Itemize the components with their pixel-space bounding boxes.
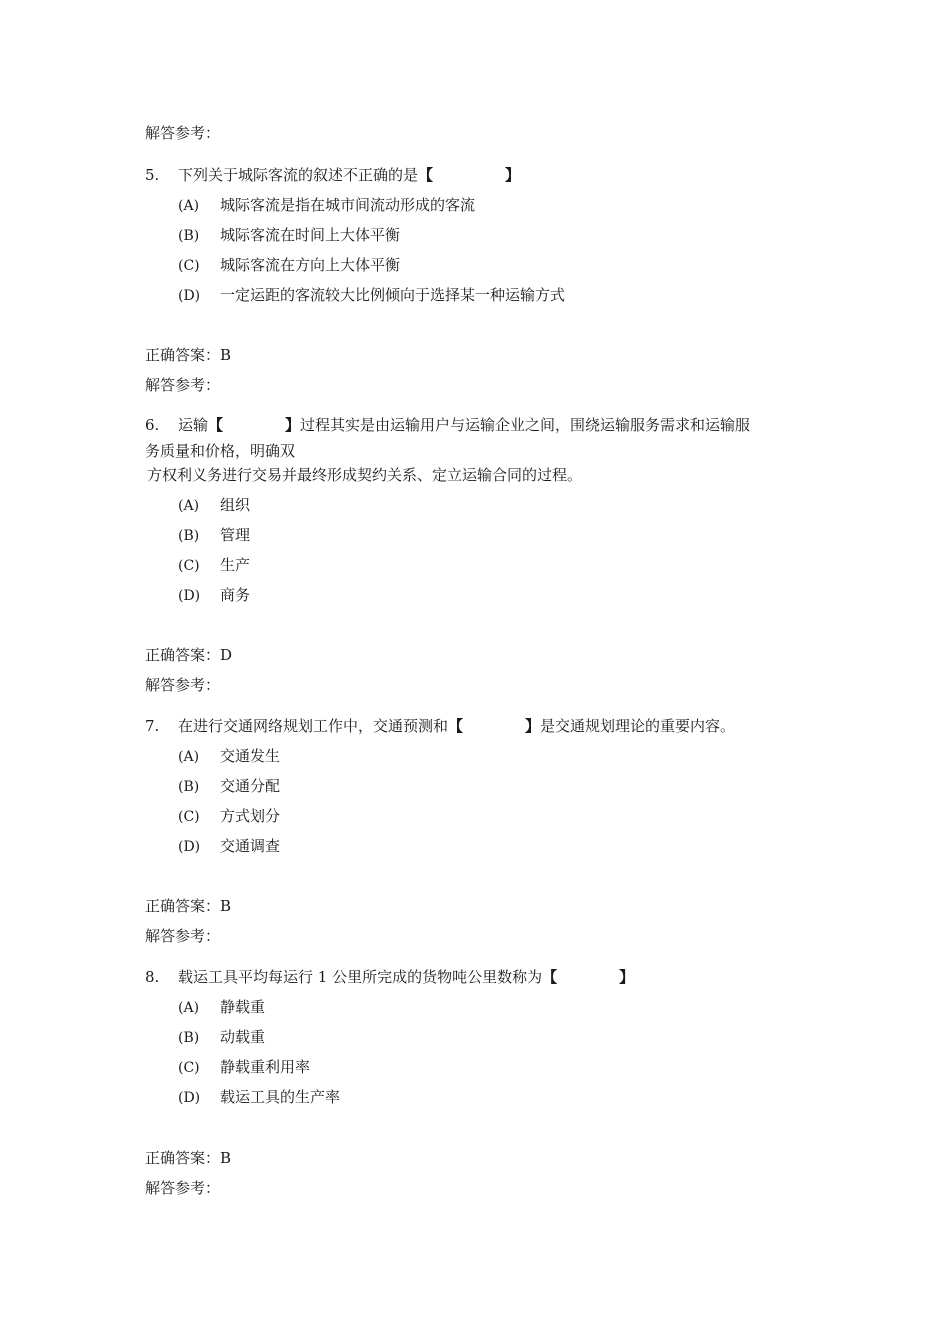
option-d: [178, 585, 250, 606]
option-b: [178, 225, 400, 246]
option-text: 方式划分: [220, 807, 281, 825]
question-text-line-3: 方权利义务进行交易并最终形成契约关系、定立运输合同的过程。: [147, 466, 583, 484]
question-text: 过程其实是由运输用户与运输企业之间，围绕运输服务需求和运输服: [300, 416, 751, 434]
option-text: 交通发生: [220, 747, 281, 765]
correct-answer-label: 正确答案：: [145, 897, 221, 915]
option-text: 静载重: [220, 998, 266, 1016]
option-letter: (B): [178, 1030, 200, 1046]
option-letter: (D): [178, 839, 201, 855]
correct-answer: [145, 645, 232, 665]
option-text: 一定运距的客流较大比例倾向于选择某一种运输方式: [220, 286, 566, 304]
correct-answer-value: D: [220, 646, 233, 664]
option-a: [178, 746, 280, 767]
answer-reference-label: 解答参考：: [145, 124, 221, 142]
question-6: [145, 415, 825, 435]
option-text: 城际客流在时间上大体平衡: [220, 226, 401, 244]
option-d: [178, 1087, 340, 1108]
option-letter: (B): [178, 228, 200, 244]
question-number: 6.: [145, 416, 160, 434]
correct-answer-value: B: [220, 897, 232, 915]
answer-reference-label: 解答参考：: [145, 376, 221, 394]
question-number: 8.: [145, 968, 160, 986]
option-c: [178, 1057, 310, 1078]
question-8: [145, 967, 825, 987]
answer-reference-label: 解答参考：: [145, 1179, 221, 1197]
option-letter: (A): [178, 1000, 200, 1016]
option-text: 生产: [220, 556, 251, 574]
option-text: 静载重利用率: [220, 1058, 311, 1076]
option-text: 城际客流在方向上大体平衡: [220, 256, 401, 274]
option-b: [178, 525, 250, 546]
option-text: 管理: [220, 526, 251, 544]
option-letter: (C): [178, 809, 200, 825]
option-text: 商务: [220, 586, 251, 604]
option-b: [178, 1027, 265, 1048]
correct-answer-label: 正确答案：: [145, 346, 221, 364]
correct-answer-label: 正确答案：: [145, 646, 221, 664]
correct-answer: [145, 896, 231, 916]
option-a: [178, 495, 250, 516]
question-number: 7.: [145, 717, 160, 735]
option-d: [178, 836, 280, 857]
question-text-line-2: 务质量和价格，明确双: [145, 442, 296, 460]
option-letter: (D): [178, 1090, 201, 1106]
option-letter: (D): [178, 288, 201, 304]
option-letter: (C): [178, 1060, 200, 1076]
blank-close: 】: [619, 968, 635, 986]
option-letter: (C): [178, 558, 200, 574]
question-text: 下列关于城际客流的叙述不正确的是: [178, 166, 419, 184]
correct-answer: [145, 345, 231, 365]
blank-open: 【: [208, 416, 224, 434]
option-text: 组织: [220, 496, 251, 514]
option-text: 载运工具的生产率: [220, 1088, 341, 1106]
question-number: 5.: [145, 166, 160, 184]
correct-answer: [145, 1148, 231, 1168]
option-c: [178, 255, 400, 276]
option-letter: (C): [178, 258, 200, 274]
option-text: 交通分配: [220, 777, 281, 795]
option-b: [178, 776, 280, 797]
blank-open: 【: [418, 166, 434, 184]
correct-answer-value: B: [220, 1149, 232, 1167]
blank-open: 【: [542, 968, 558, 986]
answer-reference-label: 解答参考：: [145, 676, 221, 694]
question-7: [145, 716, 825, 736]
blank-close: 】: [525, 717, 541, 735]
blank-open: 【: [448, 717, 464, 735]
option-a: [178, 195, 475, 216]
option-letter: (B): [178, 528, 200, 544]
correct-answer-label: 正确答案：: [145, 1149, 221, 1167]
question-text: 运输: [178, 416, 209, 434]
option-letter: (A): [178, 498, 200, 514]
option-text: 城际客流是指在城市间流动形成的客流: [220, 196, 476, 214]
option-d: [178, 285, 565, 306]
question-text: 是交通规划理论的重要内容。: [540, 717, 736, 735]
option-text: 动载重: [220, 1028, 266, 1046]
option-letter: (A): [178, 198, 200, 214]
option-text: 交通调查: [220, 837, 281, 855]
option-a: [178, 997, 265, 1018]
blank-close: 】: [285, 416, 301, 434]
correct-answer-value: B: [220, 346, 232, 364]
question-text: 载运工具平均每运行 1 公里所完成的货物吨公里数称为: [178, 968, 543, 986]
option-letter: (A): [178, 749, 200, 765]
question-5: [145, 165, 825, 185]
option-c: [178, 806, 280, 827]
option-letter: (D): [178, 588, 201, 604]
option-letter: (B): [178, 779, 200, 795]
option-c: [178, 555, 250, 576]
blank-close: 】: [505, 166, 521, 184]
question-text: 在进行交通网络规划工作中，交通预测和: [178, 717, 449, 735]
answer-reference-label: 解答参考：: [145, 927, 221, 945]
